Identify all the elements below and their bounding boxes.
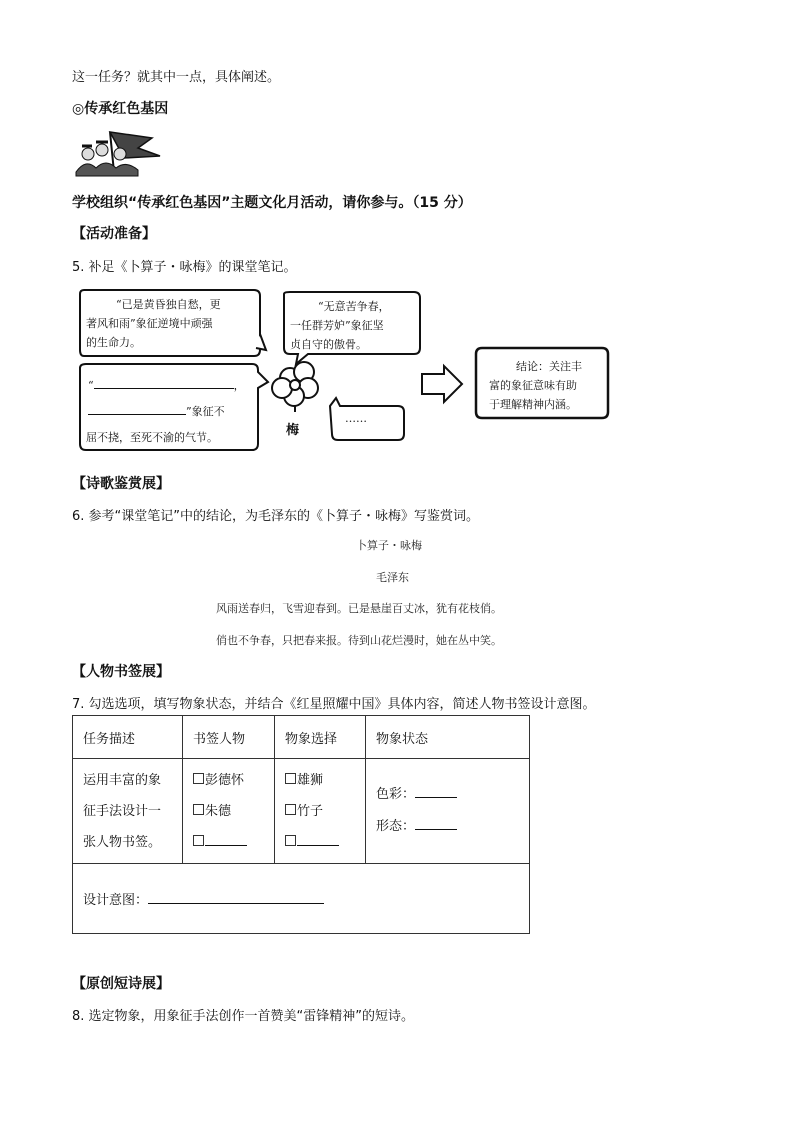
activity-prompt: 学校组织“传承红色基因”主题文化月活动，请你参与。（15 分） bbox=[72, 195, 472, 211]
color-label: 色彩： bbox=[376, 787, 416, 802]
checkbox-person-custom[interactable] bbox=[193, 835, 204, 846]
person-blank[interactable] bbox=[205, 833, 247, 846]
intro-line: 这一任务？就其中一点，具体阐述。 bbox=[72, 70, 281, 85]
original-heading: 【原创短诗展】 bbox=[72, 976, 170, 992]
question-5: 5. 补足《卜算子・咏梅》的课堂笔记。 bbox=[72, 260, 297, 275]
close-quote-text: ”象征不 bbox=[186, 405, 225, 418]
bubble-1-line-1: “已是黄昏独自愁，更 bbox=[116, 298, 221, 311]
question-8: 8. 选定物象，用象征手法创作一首赞美“雷锋精神”的短诗。 bbox=[72, 1009, 415, 1024]
bubble-2-line-3: 贞自守的傲骨。 bbox=[290, 338, 367, 351]
prep-heading: 【活动准备】 bbox=[72, 226, 156, 242]
option-lion[interactable]: 雄狮 bbox=[285, 765, 365, 796]
fill-blank-2[interactable] bbox=[88, 402, 186, 415]
open-quote: “ bbox=[88, 379, 94, 392]
option-object-custom[interactable] bbox=[285, 827, 365, 858]
table-header-row bbox=[73, 716, 530, 759]
intent-label: 设计意图： bbox=[83, 893, 149, 908]
bubble-1-line-2: 著风和雨”象征逆境中顽强 bbox=[86, 317, 213, 330]
checkbox-zhu[interactable] bbox=[193, 804, 204, 815]
comma: ， bbox=[233, 379, 245, 392]
poem-line-2: 俏也不争春，只把春来报。待到山花烂漫时，她在丛中笑。 bbox=[216, 634, 502, 647]
task-description: 运用丰富的象 征手法设计一 张人物书签。 bbox=[73, 759, 183, 864]
arrow-right-icon bbox=[422, 366, 462, 402]
section-title: ◎传承红色基因 bbox=[72, 101, 169, 117]
object-options bbox=[275, 759, 366, 864]
dots-text: …… bbox=[345, 412, 367, 425]
option-zhu[interactable]: 朱德 bbox=[193, 796, 274, 827]
question-7: 7. 勾选选项，填写物象状态，并结合《红星照耀中国》具体内容，简述人物书签设计意图。 bbox=[72, 697, 596, 712]
conclusion-line-3: 于理解精神内涵。 bbox=[489, 398, 577, 411]
intent-blank[interactable] bbox=[148, 891, 324, 904]
poem-title: 卜算子・咏梅 bbox=[356, 539, 422, 552]
plum-flower-icon bbox=[272, 362, 318, 412]
flower-label: 梅 bbox=[286, 423, 300, 438]
fill-blank-1[interactable] bbox=[94, 376, 234, 389]
option-bamboo[interactable]: 竹子 bbox=[285, 796, 365, 827]
header-object: 物象选择 bbox=[275, 716, 366, 759]
shape-label: 形态： bbox=[376, 819, 416, 834]
checkbox-peng[interactable] bbox=[193, 773, 204, 784]
option-peng[interactable]: 彭德怀 bbox=[193, 765, 274, 796]
conclusion-line-1: 结论：关注丰 bbox=[516, 360, 582, 373]
header-task: 任务描述 bbox=[73, 716, 183, 759]
dots-bubble-outline bbox=[330, 398, 404, 440]
checkbox-lion[interactable] bbox=[285, 773, 296, 784]
bubble-3-line-1 bbox=[88, 376, 245, 393]
table-row bbox=[73, 759, 530, 864]
poem-line-1: 风雨送春归，飞雪迎春到。已是悬崖百丈冰，犹有花枝俏。 bbox=[216, 602, 502, 615]
checkbox-object-custom[interactable] bbox=[285, 835, 296, 846]
design-intent-cell bbox=[73, 864, 530, 934]
person-options bbox=[183, 759, 275, 864]
header-state: 物象状态 bbox=[366, 716, 530, 759]
poem-author: 毛泽东 bbox=[376, 571, 409, 584]
object-state bbox=[366, 759, 530, 864]
bubble-3-line-3: 屈不挠，至死不渝的气节。 bbox=[86, 431, 218, 444]
conclusion-line-2: 富的象征意味有助 bbox=[489, 379, 577, 392]
bubble-1-line-3: 的生命力。 bbox=[86, 336, 141, 349]
bubble-3-line-2 bbox=[88, 402, 225, 419]
poetry-heading: 【诗歌鉴赏展】 bbox=[72, 476, 170, 492]
bubble-2-line-2: 一任群芳妒”象征坚 bbox=[290, 319, 384, 332]
option-person-custom[interactable] bbox=[193, 827, 274, 858]
bookmark-heading: 【人物书签展】 bbox=[72, 664, 170, 680]
red-flag-illustration bbox=[72, 128, 162, 178]
bookmark-table bbox=[72, 715, 530, 934]
shape-blank[interactable] bbox=[415, 817, 457, 830]
header-person: 书签人物 bbox=[183, 716, 275, 759]
table-row bbox=[73, 864, 530, 934]
checkbox-bamboo[interactable] bbox=[285, 804, 296, 815]
object-blank[interactable] bbox=[297, 833, 339, 846]
question-6: 6. 参考“课堂笔记”中的结论，为毛泽东的《卜算子・咏梅》写鉴赏词。 bbox=[72, 509, 480, 524]
color-blank[interactable] bbox=[415, 785, 457, 798]
bubble-2-line-1: “无意苦争春， bbox=[318, 300, 390, 313]
